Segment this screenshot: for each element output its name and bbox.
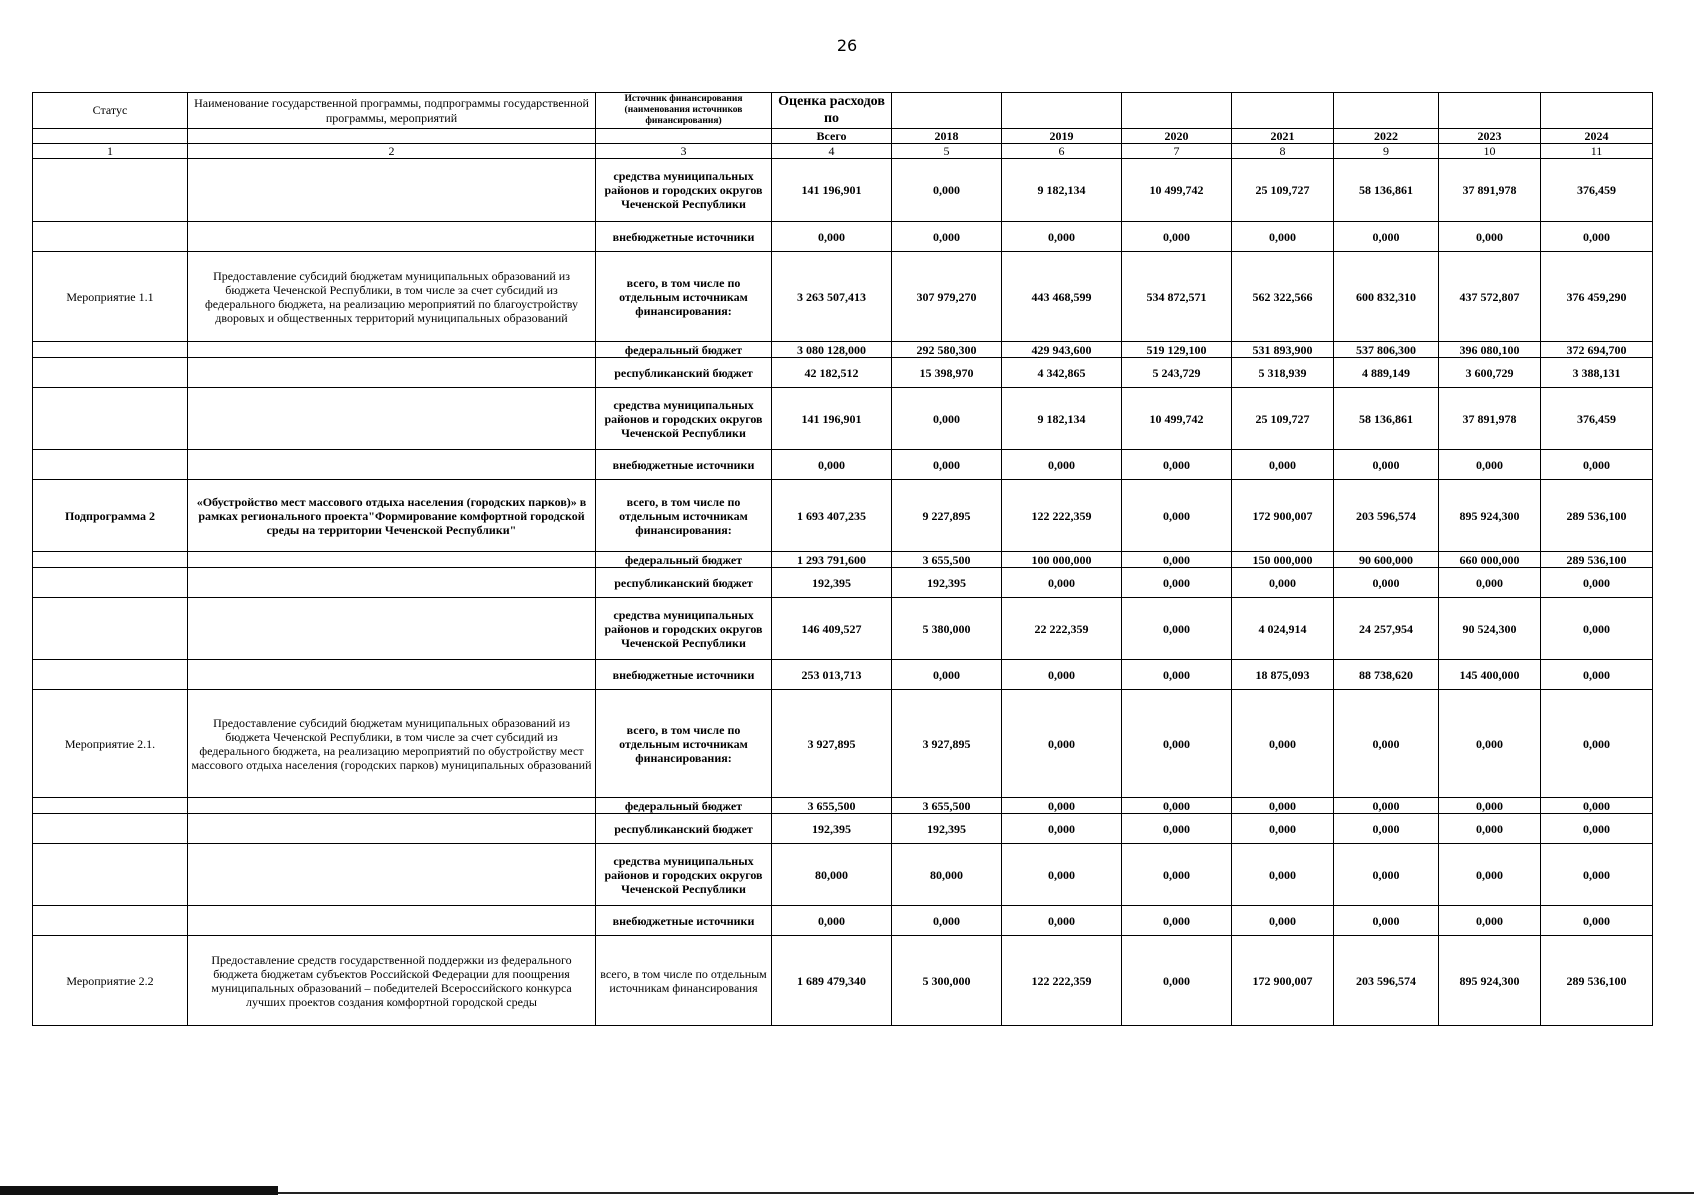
year-value-cell: 0,000 <box>1334 222 1439 252</box>
footer-scan-mark <box>0 1186 278 1195</box>
year-value-cell: 0,000 <box>1122 480 1232 552</box>
year-value-cell: 0,000 <box>1232 690 1334 798</box>
table-row <box>33 159 1653 222</box>
year-value-cell: 0,000 <box>1122 936 1232 1026</box>
year-value-cell: 292 580,300 <box>892 342 1002 358</box>
year-value-cell: 150 000,000 <box>1232 552 1334 568</box>
empty-cell <box>33 129 188 144</box>
year-value-cell: 0,000 <box>892 660 1002 690</box>
year-value-cell: 0,000 <box>1122 598 1232 660</box>
year-value-cell: 0,000 <box>1002 660 1122 690</box>
year-value-cell: 0,000 <box>1439 450 1541 480</box>
header-estimate: Оценка расходов по <box>772 93 892 129</box>
status-cell <box>33 552 188 568</box>
program-name-cell <box>188 159 596 222</box>
funding-source-cell: федеральный бюджет <box>596 552 772 568</box>
program-name-cell <box>188 222 596 252</box>
year-value-cell: 0,000 <box>1122 690 1232 798</box>
year-value-cell: 0,000 <box>1122 552 1232 568</box>
year-value-cell: 660 000,000 <box>1439 552 1541 568</box>
year-value-cell: 10 499,742 <box>1122 388 1232 450</box>
page-number: 26 <box>836 36 858 55</box>
year-value-cell: 289 536,100 <box>1541 480 1653 552</box>
year-value-cell: 9 182,134 <box>1002 159 1122 222</box>
table-row <box>33 388 1653 450</box>
year-value-cell: 0,000 <box>892 159 1002 222</box>
year-2019: 2019 <box>1002 129 1122 144</box>
header-empty-cell <box>1122 93 1232 129</box>
year-value-cell: 0,000 <box>1439 814 1541 844</box>
header-empty-cell <box>1232 93 1334 129</box>
table-row <box>33 814 1653 844</box>
year-2022: 2022 <box>1334 129 1439 144</box>
status-cell: Мероприятие 1.1 <box>33 252 188 342</box>
empty-cell <box>188 129 596 144</box>
funding-source-cell: республиканский бюджет <box>596 568 772 598</box>
budget-table <box>32 92 1653 1026</box>
year-value-cell: 37 891,978 <box>1439 388 1541 450</box>
year-value-cell: 5 318,939 <box>1232 358 1334 388</box>
year-value-cell: 0,000 <box>1541 660 1653 690</box>
year-value-cell: 0,000 <box>1439 844 1541 906</box>
year-value-cell: 5 243,729 <box>1122 358 1232 388</box>
column-number: 3 <box>596 144 772 159</box>
year-value-cell: 192,395 <box>892 568 1002 598</box>
funding-source-cell: средства муниципальных районов и городских округов Чеченской Республики <box>596 844 772 906</box>
funding-source-cell: республиканский бюджет <box>596 358 772 388</box>
year-value-cell: 0,000 <box>1541 906 1653 936</box>
status-cell <box>33 798 188 814</box>
total-value-cell: 1 693 407,235 <box>772 480 892 552</box>
column-number: 9 <box>1334 144 1439 159</box>
year-value-cell: 3 600,729 <box>1439 358 1541 388</box>
total-value-cell: 42 182,512 <box>772 358 892 388</box>
status-cell <box>33 814 188 844</box>
year-value-cell: 203 596,574 <box>1334 480 1439 552</box>
year-value-cell: 531 893,900 <box>1232 342 1334 358</box>
year-value-cell: 0,000 <box>1002 222 1122 252</box>
program-name-cell: «Обустройство мест массового отдыха населения (городских парков)» в рамках регионального проекта"Формирование комфортной городской среды на территории Чеченской Республики" <box>188 480 596 552</box>
year-value-cell: 0,000 <box>1122 844 1232 906</box>
year-2023: 2023 <box>1439 129 1541 144</box>
total-value-cell: 3 927,895 <box>772 690 892 798</box>
year-2020: 2020 <box>1122 129 1232 144</box>
funding-source-cell: всего, в том числе по отдельным источникам финансирования <box>596 936 772 1026</box>
year-value-cell: 88 738,620 <box>1334 660 1439 690</box>
year-value-cell: 3 655,500 <box>892 798 1002 814</box>
year-value-cell: 537 806,300 <box>1334 342 1439 358</box>
footer-divider <box>278 1192 1694 1194</box>
year-value-cell: 3 655,500 <box>892 552 1002 568</box>
year-value-cell: 4 889,149 <box>1334 358 1439 388</box>
year-value-cell: 9 227,895 <box>892 480 1002 552</box>
year-value-cell: 58 136,861 <box>1334 388 1439 450</box>
year-value-cell: 0,000 <box>1541 690 1653 798</box>
table-row <box>33 798 1653 814</box>
year-value-cell: 145 400,000 <box>1439 660 1541 690</box>
status-cell <box>33 660 188 690</box>
program-name-cell <box>188 358 596 388</box>
table-body <box>33 93 1653 1026</box>
total-value-cell: 146 409,527 <box>772 598 892 660</box>
year-value-cell: 0,000 <box>1122 568 1232 598</box>
column-number-row <box>33 144 1653 159</box>
year-value-cell: 0,000 <box>1334 798 1439 814</box>
program-name-cell <box>188 450 596 480</box>
year-value-cell: 0,000 <box>1122 906 1232 936</box>
header-status: Статус <box>33 93 188 129</box>
year-value-cell: 289 536,100 <box>1541 936 1653 1026</box>
year-value-cell: 122 222,359 <box>1002 480 1122 552</box>
year-value-cell: 0,000 <box>1334 450 1439 480</box>
year-value-cell: 0,000 <box>1439 690 1541 798</box>
column-number: 11 <box>1541 144 1653 159</box>
program-name-cell <box>188 342 596 358</box>
header-source: Источник финансирования (наименования источников финансирования) <box>596 93 772 129</box>
year-value-cell: 0,000 <box>1002 906 1122 936</box>
column-number: 8 <box>1232 144 1334 159</box>
year-value-cell: 9 182,134 <box>1002 388 1122 450</box>
funding-source-cell: всего, в том числе по отдельным источникам финансирования: <box>596 690 772 798</box>
year-value-cell: 0,000 <box>1334 690 1439 798</box>
status-cell <box>33 598 188 660</box>
funding-source-cell: республиканский бюджет <box>596 814 772 844</box>
year-value-cell: 5 300,000 <box>892 936 1002 1026</box>
year-value-cell: 0,000 <box>1334 844 1439 906</box>
year-value-cell: 429 943,600 <box>1002 342 1122 358</box>
year-value-cell: 0,000 <box>1232 222 1334 252</box>
column-number: 1 <box>33 144 188 159</box>
table-row <box>33 568 1653 598</box>
total-value-cell: 3 080 128,000 <box>772 342 892 358</box>
program-name-cell <box>188 844 596 906</box>
year-value-cell: 0,000 <box>1232 814 1334 844</box>
year-value-cell: 192,395 <box>892 814 1002 844</box>
year-value-cell: 0,000 <box>1002 844 1122 906</box>
program-name-cell <box>188 906 596 936</box>
year-value-cell: 0,000 <box>1334 568 1439 598</box>
status-cell <box>33 568 188 598</box>
year-value-cell: 0,000 <box>892 450 1002 480</box>
program-name-cell: Предоставление субсидий бюджетам муниципальных образований из бюджета Чеченской Республики, в том числе за счет субсидий из федерального бюджета, на реализацию мероприятий по обустройству мест массового отдыха населения (городских парков) муниципальных образований <box>188 690 596 798</box>
year-value-cell: 376,459 <box>1541 388 1653 450</box>
total-value-cell: 1 293 791,600 <box>772 552 892 568</box>
year-value-cell: 0,000 <box>1002 568 1122 598</box>
header-name: Наименование государственной программы, подпрограммы государственной программы, мероприятий <box>188 93 596 129</box>
year-2024: 2024 <box>1541 129 1653 144</box>
column-number: 7 <box>1122 144 1232 159</box>
table-row <box>33 342 1653 358</box>
year-value-cell: 0,000 <box>1439 568 1541 598</box>
year-value-cell: 5 380,000 <box>892 598 1002 660</box>
funding-source-cell: всего, в том числе по отдельным источникам финансирования: <box>596 252 772 342</box>
table-row <box>33 552 1653 568</box>
status-cell <box>33 358 188 388</box>
year-2021: 2021 <box>1232 129 1334 144</box>
year-value-cell: 122 222,359 <box>1002 936 1122 1026</box>
header-empty-cell <box>1334 93 1439 129</box>
year-value-cell: 15 398,970 <box>892 358 1002 388</box>
funding-source-cell: внебюджетные источники <box>596 450 772 480</box>
year-value-cell: 0,000 <box>1122 798 1232 814</box>
year-value-cell: 203 596,574 <box>1334 936 1439 1026</box>
year-value-cell: 172 900,007 <box>1232 480 1334 552</box>
year-value-cell: 0,000 <box>1541 798 1653 814</box>
table-row <box>33 450 1653 480</box>
status-cell <box>33 450 188 480</box>
year-value-cell: 0,000 <box>1122 660 1232 690</box>
year-value-cell: 0,000 <box>1002 814 1122 844</box>
year-value-cell: 376,459 <box>1541 159 1653 222</box>
year-value-cell: 0,000 <box>1439 222 1541 252</box>
status-cell <box>33 388 188 450</box>
year-value-cell: 0,000 <box>1334 906 1439 936</box>
year-2018: 2018 <box>892 129 1002 144</box>
total-value-cell: 141 196,901 <box>772 159 892 222</box>
year-value-cell: 396 080,100 <box>1439 342 1541 358</box>
header-total: Всего <box>772 129 892 144</box>
year-value-cell: 0,000 <box>1002 450 1122 480</box>
year-value-cell: 0,000 <box>1541 844 1653 906</box>
program-name-cell <box>188 660 596 690</box>
column-number: 6 <box>1002 144 1122 159</box>
year-value-cell: 37 891,978 <box>1439 159 1541 222</box>
status-cell: Подпрограмма 2 <box>33 480 188 552</box>
year-value-cell: 4 024,914 <box>1232 598 1334 660</box>
program-name-cell <box>188 814 596 844</box>
funding-source-cell: федеральный бюджет <box>596 798 772 814</box>
header-row <box>33 93 1653 129</box>
funding-source-cell: внебюджетные источники <box>596 660 772 690</box>
year-value-cell: 3 388,131 <box>1541 358 1653 388</box>
year-value-cell: 0,000 <box>1541 568 1653 598</box>
table-row <box>33 844 1653 906</box>
column-number: 5 <box>892 144 1002 159</box>
year-value-cell: 90 524,300 <box>1439 598 1541 660</box>
header-empty-cell <box>1002 93 1122 129</box>
year-value-cell: 25 109,727 <box>1232 388 1334 450</box>
years-row <box>33 129 1653 144</box>
funding-source-cell: федеральный бюджет <box>596 342 772 358</box>
status-cell <box>33 844 188 906</box>
program-name-cell <box>188 552 596 568</box>
year-value-cell: 3 927,895 <box>892 690 1002 798</box>
program-name-cell <box>188 388 596 450</box>
year-value-cell: 0,000 <box>1232 844 1334 906</box>
funding-source-cell: внебюджетные источники <box>596 222 772 252</box>
year-value-cell: 0,000 <box>892 222 1002 252</box>
table-row <box>33 906 1653 936</box>
year-value-cell: 895 924,300 <box>1439 480 1541 552</box>
total-value-cell: 192,395 <box>772 568 892 598</box>
year-value-cell: 25 109,727 <box>1232 159 1334 222</box>
year-value-cell: 0,000 <box>1232 450 1334 480</box>
funding-source-cell: средства муниципальных районов и городских округов Чеченской Республики <box>596 159 772 222</box>
year-value-cell: 0,000 <box>1122 450 1232 480</box>
year-value-cell: 0,000 <box>1439 798 1541 814</box>
total-value-cell: 253 013,713 <box>772 660 892 690</box>
year-value-cell: 372 694,700 <box>1541 342 1653 358</box>
header-empty-cell <box>1541 93 1653 129</box>
status-cell <box>33 222 188 252</box>
year-value-cell: 0,000 <box>1232 568 1334 598</box>
year-value-cell: 58 136,861 <box>1334 159 1439 222</box>
program-name-cell <box>188 568 596 598</box>
year-value-cell: 0,000 <box>1541 598 1653 660</box>
year-value-cell: 10 499,742 <box>1122 159 1232 222</box>
year-value-cell: 24 257,954 <box>1334 598 1439 660</box>
year-value-cell: 0,000 <box>1232 906 1334 936</box>
funding-source-cell: средства муниципальных районов и городских округов Чеченской Республики <box>596 598 772 660</box>
total-value-cell: 80,000 <box>772 844 892 906</box>
program-name-cell <box>188 798 596 814</box>
year-value-cell: 0,000 <box>1439 906 1541 936</box>
column-number: 10 <box>1439 144 1541 159</box>
column-number: 4 <box>772 144 892 159</box>
year-value-cell: 100 000,000 <box>1002 552 1122 568</box>
year-value-cell: 0,000 <box>1002 690 1122 798</box>
total-value-cell: 1 689 479,340 <box>772 936 892 1026</box>
year-value-cell: 519 129,100 <box>1122 342 1232 358</box>
status-cell <box>33 906 188 936</box>
year-value-cell: 4 342,865 <box>1002 358 1122 388</box>
program-name-cell: Предоставление субсидий бюджетам муниципальных образований из бюджета Чеченской Республики, в том числе за счет субсидий из федерального бюджета, на реализацию мероприятий по благоустройству дворовых и общественных территорий муниципальных образований <box>188 252 596 342</box>
funding-source-cell: всего, в том числе по отдельным источникам финансирования: <box>596 480 772 552</box>
year-value-cell: 562 322,566 <box>1232 252 1334 342</box>
year-value-cell: 600 832,310 <box>1334 252 1439 342</box>
empty-cell <box>596 129 772 144</box>
year-value-cell: 0,000 <box>1122 814 1232 844</box>
total-value-cell: 0,000 <box>772 906 892 936</box>
total-value-cell: 0,000 <box>772 222 892 252</box>
table-row <box>33 222 1653 252</box>
year-value-cell: 376 459,290 <box>1541 252 1653 342</box>
total-value-cell: 141 196,901 <box>772 388 892 450</box>
table-row <box>33 480 1653 552</box>
year-value-cell: 0,000 <box>1334 814 1439 844</box>
table-row <box>33 252 1653 342</box>
total-value-cell: 3 655,500 <box>772 798 892 814</box>
total-value-cell: 3 263 507,413 <box>772 252 892 342</box>
status-cell: Мероприятие 2.1. <box>33 690 188 798</box>
year-value-cell: 534 872,571 <box>1122 252 1232 342</box>
table-row <box>33 690 1653 798</box>
year-value-cell: 18 875,093 <box>1232 660 1334 690</box>
year-value-cell: 0,000 <box>892 388 1002 450</box>
year-value-cell: 0,000 <box>1122 222 1232 252</box>
table-row <box>33 936 1653 1026</box>
year-value-cell: 0,000 <box>1541 222 1653 252</box>
header-empty-cell <box>1439 93 1541 129</box>
year-value-cell: 80,000 <box>892 844 1002 906</box>
year-value-cell: 0,000 <box>1541 814 1653 844</box>
year-value-cell: 0,000 <box>1232 798 1334 814</box>
year-value-cell: 307 979,270 <box>892 252 1002 342</box>
funding-source-cell: внебюджетные источники <box>596 906 772 936</box>
table-row <box>33 598 1653 660</box>
total-value-cell: 192,395 <box>772 814 892 844</box>
year-value-cell: 172 900,007 <box>1232 936 1334 1026</box>
status-cell: Мероприятие 2.2 <box>33 936 188 1026</box>
header-empty-cell <box>892 93 1002 129</box>
year-value-cell: 895 924,300 <box>1439 936 1541 1026</box>
funding-source-cell: средства муниципальных районов и городских округов Чеченской Республики <box>596 388 772 450</box>
table-row <box>33 358 1653 388</box>
year-value-cell: 0,000 <box>892 906 1002 936</box>
total-value-cell: 0,000 <box>772 450 892 480</box>
status-cell <box>33 159 188 222</box>
program-name-cell <box>188 598 596 660</box>
year-value-cell: 443 468,599 <box>1002 252 1122 342</box>
year-value-cell: 90 600,000 <box>1334 552 1439 568</box>
column-number: 2 <box>188 144 596 159</box>
program-name-cell: Предоставление средств государственной поддержки из федерального бюджета бюджетам субъектов Российской Федерации для поощрения муниципальных образований – победителей Всероссийского конкурса лучших проектов создания комфортной городской среды <box>188 936 596 1026</box>
year-value-cell: 289 536,100 <box>1541 552 1653 568</box>
table-row <box>33 660 1653 690</box>
year-value-cell: 22 222,359 <box>1002 598 1122 660</box>
year-value-cell: 437 572,807 <box>1439 252 1541 342</box>
year-value-cell: 0,000 <box>1002 798 1122 814</box>
year-value-cell: 0,000 <box>1541 450 1653 480</box>
status-cell <box>33 342 188 358</box>
